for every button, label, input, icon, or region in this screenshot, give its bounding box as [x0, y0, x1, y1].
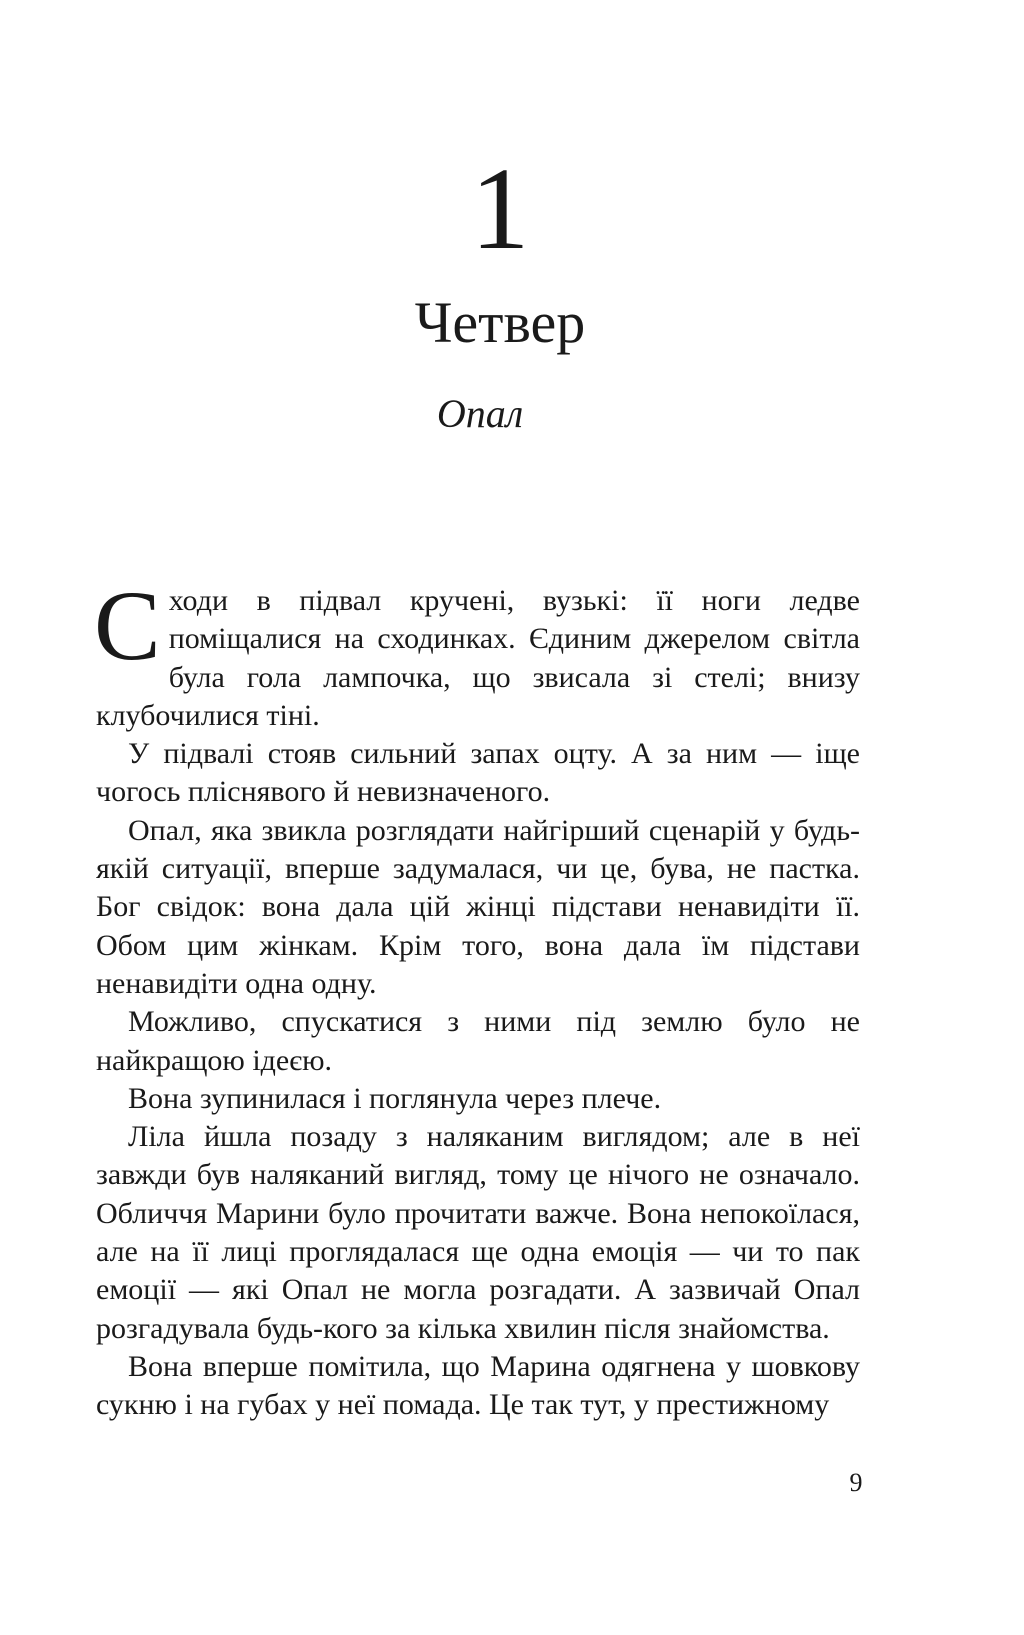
page-number: 9 — [849, 1468, 863, 1497]
paragraph: Вона вперше помітила, що Марина одягнена у шовкову сукню і на губах у неї помада. Це так тут, у престижному — [96, 1349, 860, 1422]
chapter-subtitle: Опал — [436, 391, 524, 436]
paragraph — [94, 570, 860, 735]
paragraph: Можливо, спускатися з ними під землю було не найкращою ідеєю. — [96, 1005, 860, 1077]
paragraph: У підвалі стояв сильний запах оцту. А за ним — іще чогось пліснявого й невизначеного. — [96, 737, 860, 809]
chapter-title: Четвер — [414, 290, 586, 355]
paragraph-text: ходи в підвал кручені, вузькі: її ноги ледве поміщалися на сходинках. Єдиним джерелом світла була гола лампочка, що звисала зі стелі; внизу клубочилися тіні. — [96, 584, 860, 732]
paragraph: Ліла йшла позаду з наляканим виглядом; але в неї завжди був наляканий вигляд, тому це нічого не означало. Обличчя Марини було прочитати важче. Вона непокоїлася, але на її лиці проглядалася ще одна емоція — чи то пак емоції — які Опал не могла розгадати. А зазвичай Опал розгадувала будь-кого за кілька хвилин після знайомства. — [96, 1120, 860, 1345]
paragraph: Опал, яка звикла розглядати найгірший сценарій у будь-якій ситуації, вперше задумалася, чи це, бува, не пастка. Бог свідок: вона дала цій жінці підстави ненавидіти її. Обом цим жінкам. Крім того, вона дала їм підстави ненавидіти одна одну. — [96, 813, 860, 1000]
paragraph: Вона зупинилася і поглянула через плече. — [128, 1081, 662, 1115]
chapter-body — [94, 570, 860, 1425]
chapter-number: 1 — [470, 143, 530, 274]
drop-cap: С — [94, 570, 161, 681]
